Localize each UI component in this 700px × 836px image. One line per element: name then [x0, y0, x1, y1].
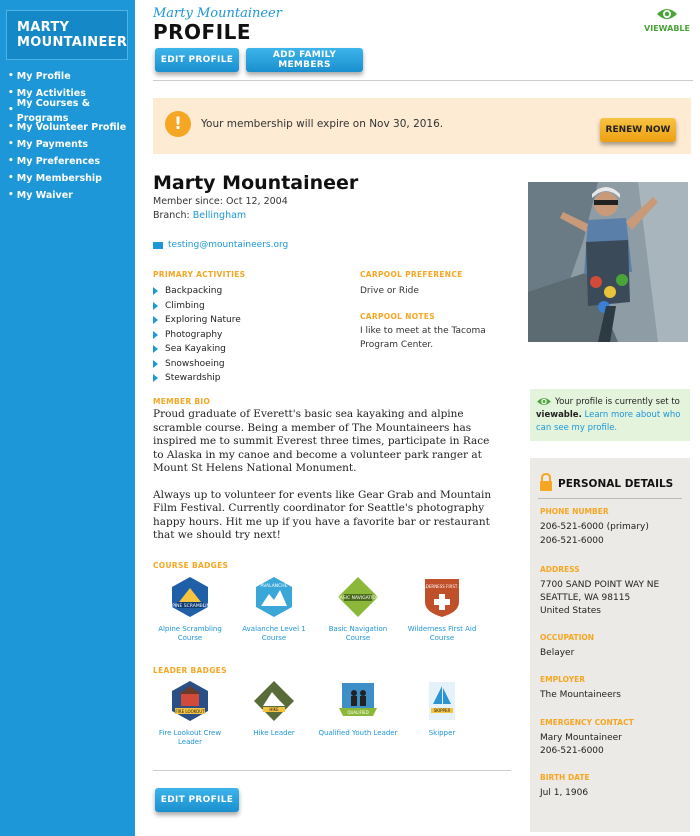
eye-icon	[536, 396, 552, 407]
logo-line-1: MARTY	[17, 20, 70, 35]
badge-caption: Avalanche Level 1 Course	[242, 625, 306, 642]
primary-activities-label: PRIMARY ACTIVITIES	[153, 270, 246, 279]
activity-label: Snowshoeing	[165, 358, 225, 369]
bullet-icon: •	[8, 156, 14, 166]
profile-photo	[528, 182, 688, 342]
triangle-bullet-icon	[153, 374, 158, 382]
address-line-2: SEATTLE, WA 98115	[540, 593, 631, 603]
envelope-icon	[153, 242, 163, 249]
warning-icon: !	[165, 111, 191, 137]
phone-label: PHONE NUMBER	[540, 507, 609, 516]
phone-secondary: 206-521-6000	[540, 536, 604, 546]
member-bio-label: MEMBER BIO	[153, 397, 211, 406]
bullet-icon: •	[8, 139, 14, 149]
carpool-notes-label: CARPOOL NOTES	[360, 312, 435, 321]
badge-caption: Alpine Scrambling Course	[158, 625, 222, 642]
sidebar-item-label: My Activities	[16, 88, 86, 99]
sidebar-item-label: My Payments	[16, 139, 89, 150]
list-item	[153, 371, 241, 386]
svg-text:WILDERNESS FIRST AID: WILDERNESS FIRST AID	[418, 584, 466, 589]
svg-text:SKIPPER: SKIPPER	[433, 708, 451, 713]
bullet-icon: •	[8, 88, 14, 98]
sidebar-item-label: My Courses & Programs	[16, 97, 91, 124]
bullet-icon: •	[8, 190, 14, 200]
renew-now-button[interactable]: RENEW NOW	[600, 118, 676, 142]
svg-text:HIKE: HIKE	[269, 707, 279, 712]
visibility-notice	[530, 389, 690, 441]
svg-text:ALPINE SCRAMBLING: ALPINE SCRAMBLING	[166, 604, 214, 609]
list-item	[153, 357, 241, 372]
triangle-bullet-icon	[153, 345, 158, 353]
activity-label: Stewardship	[165, 373, 221, 384]
divider	[538, 498, 682, 499]
sidebar-item-label: My Waiver	[16, 190, 73, 201]
bullet-icon: •	[8, 173, 14, 183]
edit-profile-button[interactable]: EDIT PROFILE	[155, 48, 239, 72]
wilderness-first-aid-badge-icon	[418, 576, 466, 618]
alert-message: Your membership will expire on Nov 30, 2016.	[201, 118, 444, 130]
badge-skipper[interactable]	[402, 680, 482, 738]
eye-icon	[656, 6, 678, 22]
activity-label: Exploring Nature	[165, 315, 241, 326]
main-content	[135, 0, 700, 836]
activity-label: Sea Kayaking	[165, 344, 226, 355]
sidebar-item-label: My Profile	[16, 71, 71, 82]
list-item	[153, 313, 241, 328]
list-item	[153, 299, 241, 314]
carpool-preference: Drive or Ride	[360, 286, 419, 296]
emergency-contact-label: EMERGENCY CONTACT	[540, 718, 634, 727]
divider	[153, 770, 511, 771]
profile-name: Marty Mountaineer	[153, 172, 359, 194]
sidebar-item-courses[interactable]	[8, 97, 135, 124]
sidebar	[0, 0, 135, 836]
badge-caption: Skipper	[428, 729, 456, 737]
triangle-bullet-icon	[153, 287, 158, 295]
visibility-status: viewable.	[536, 410, 582, 420]
badge-caption: Wilderness First Aid Course	[407, 625, 477, 642]
emergency-contact-name: Mary Mountaineer	[540, 733, 622, 743]
member-since: Member since: Oct 12, 2004	[153, 196, 288, 207]
address-line-3: United States	[540, 606, 601, 616]
edit-profile-bottom-button[interactable]: EDIT PROFILE	[155, 788, 239, 812]
email-link[interactable]	[153, 240, 288, 250]
list-item	[153, 328, 241, 343]
badge-qualified-youth-leader[interactable]	[318, 680, 398, 738]
bio-paragraph-2: Always up to volunteer for events like Gear Grab and Mountain Film Festival. Currently coordinator for Seattle's photography happy hours. Hit me up if you have a favorite bar or restaurant that we should try next!	[153, 488, 492, 541]
badge-caption: Hike Leader	[253, 729, 295, 737]
sidebar-item-label: My Membership	[16, 173, 102, 184]
svg-text:AVALANCHE: AVALANCHE	[260, 584, 288, 589]
svg-text:BASIC NAVIGATION: BASIC NAVIGATION	[336, 596, 380, 601]
bio-paragraph-1: Proud graduate of Everett's basic sea kayaking and alpine scramble course. Being a member of The Mountaineers has inspired me to summit Everest three times, participate in Race to Alaska in my canoe and become a volunteer park ranger at Mount St Helens National Monument.	[153, 408, 490, 474]
triangle-bullet-icon	[153, 302, 158, 310]
badge-caption: Qualified Youth Leader	[318, 729, 398, 737]
badge-basic-navigation[interactable]	[318, 576, 398, 643]
sidebar-nav	[8, 68, 135, 204]
address-label: ADDRESS	[540, 565, 580, 574]
branch-label: Branch:	[153, 210, 190, 221]
svg-text:QUALIFIED: QUALIFIED	[347, 710, 369, 715]
visibility-learn-more-link[interactable]: Learn more about who can see my profile.	[536, 410, 681, 433]
bullet-icon: •	[8, 122, 14, 132]
badge-fire-lookout[interactable]	[150, 680, 230, 747]
emergency-contact-phone: 206-521-6000	[540, 746, 604, 756]
sidebar-item-volunteer[interactable]	[8, 119, 135, 136]
basic-navigation-badge-icon	[337, 576, 379, 618]
email-text: testing@mountaineers.org	[168, 240, 289, 250]
badge-caption: Fire Lookout Crew Leader	[158, 729, 222, 746]
page-title: PROFILE	[153, 20, 252, 44]
hike-leader-badge-icon	[253, 680, 295, 722]
add-family-members-button[interactable]: ADD FAMILY MEMBERS	[246, 48, 363, 72]
bullet-icon: •	[8, 71, 14, 81]
activity-label: Photography	[165, 329, 223, 340]
occupation-label: OCCUPATION	[540, 633, 595, 642]
lock-icon	[539, 473, 553, 491]
personal-details-panel	[530, 458, 690, 832]
skipper-badge-icon	[421, 680, 463, 722]
branch	[153, 210, 246, 221]
activities-list	[153, 284, 241, 386]
badge-alpine-scrambling[interactable]	[150, 576, 230, 643]
sidebar-item-membership[interactable]	[8, 170, 135, 187]
activity-label: Backpacking	[165, 286, 223, 297]
activity-label: Climbing	[165, 300, 205, 311]
sidebar-item-waiver[interactable]	[8, 187, 135, 204]
bullet-icon: •	[8, 105, 14, 115]
logo-line-2: MOUNTAINEER	[17, 35, 128, 50]
badge-avalanche[interactable]	[234, 576, 314, 643]
address-line-1: 7700 SAND POINT WAY NE	[540, 580, 660, 590]
course-badges-label: COURSE BADGES	[153, 561, 229, 570]
climber-photo-image	[528, 182, 688, 342]
sidebar-item-profile[interactable]	[8, 68, 135, 85]
triangle-bullet-icon	[153, 316, 158, 324]
badge-wilderness-first-aid[interactable]	[402, 576, 482, 643]
employer: The Mountaineers	[540, 690, 621, 700]
list-item	[153, 284, 241, 299]
sidebar-item-label: My Volunteer Profile	[16, 122, 127, 133]
qualified-youth-leader-badge-icon	[337, 680, 379, 722]
viewable-indicator[interactable]	[644, 6, 690, 33]
list-item	[153, 342, 241, 357]
phone-primary: 206-521-6000 (primary)	[540, 522, 649, 532]
membership-alert	[153, 98, 691, 154]
divider	[153, 80, 693, 81]
alpine-scrambling-badge-icon	[166, 576, 214, 618]
triangle-bullet-icon	[153, 331, 158, 339]
sidebar-item-label: My Preferences	[16, 156, 101, 167]
avalanche-badge-icon	[253, 576, 295, 618]
svg-text:FIRE LOOKOUT: FIRE LOOKOUT	[175, 709, 205, 714]
employer-label: EMPLOYER	[540, 675, 586, 684]
personal-details-title: PERSONAL DETAILS	[558, 478, 674, 490]
leader-badges-label: LEADER BADGES	[153, 666, 227, 675]
triangle-bullet-icon	[153, 360, 158, 368]
carpool-notes: I like to meet at the Tacoma Program Center.	[360, 326, 486, 350]
fire-lookout-badge-icon	[169, 680, 211, 722]
member-bio	[153, 408, 498, 556]
occupation: Belayer	[540, 648, 575, 658]
branch-link[interactable]: Bellingham	[192, 210, 247, 221]
viewable-label: VIEWABLE	[644, 24, 690, 33]
carpool-preference-label: CARPOOL PREFERENCE	[360, 270, 463, 279]
user-logo[interactable]	[6, 10, 128, 60]
sidebar-item-payments[interactable]	[8, 136, 135, 153]
badge-caption: Basic Navigation Course	[328, 625, 388, 642]
visibility-text: Your profile is currently set to	[555, 397, 680, 407]
birth-date: Jul 1, 1906	[540, 788, 589, 798]
header-user-name: Marty Mountaineer	[153, 6, 282, 21]
sidebar-item-preferences[interactable]	[8, 153, 135, 170]
badge-hike-leader[interactable]	[234, 680, 314, 738]
birth-date-label: BIRTH DATE	[540, 773, 590, 782]
